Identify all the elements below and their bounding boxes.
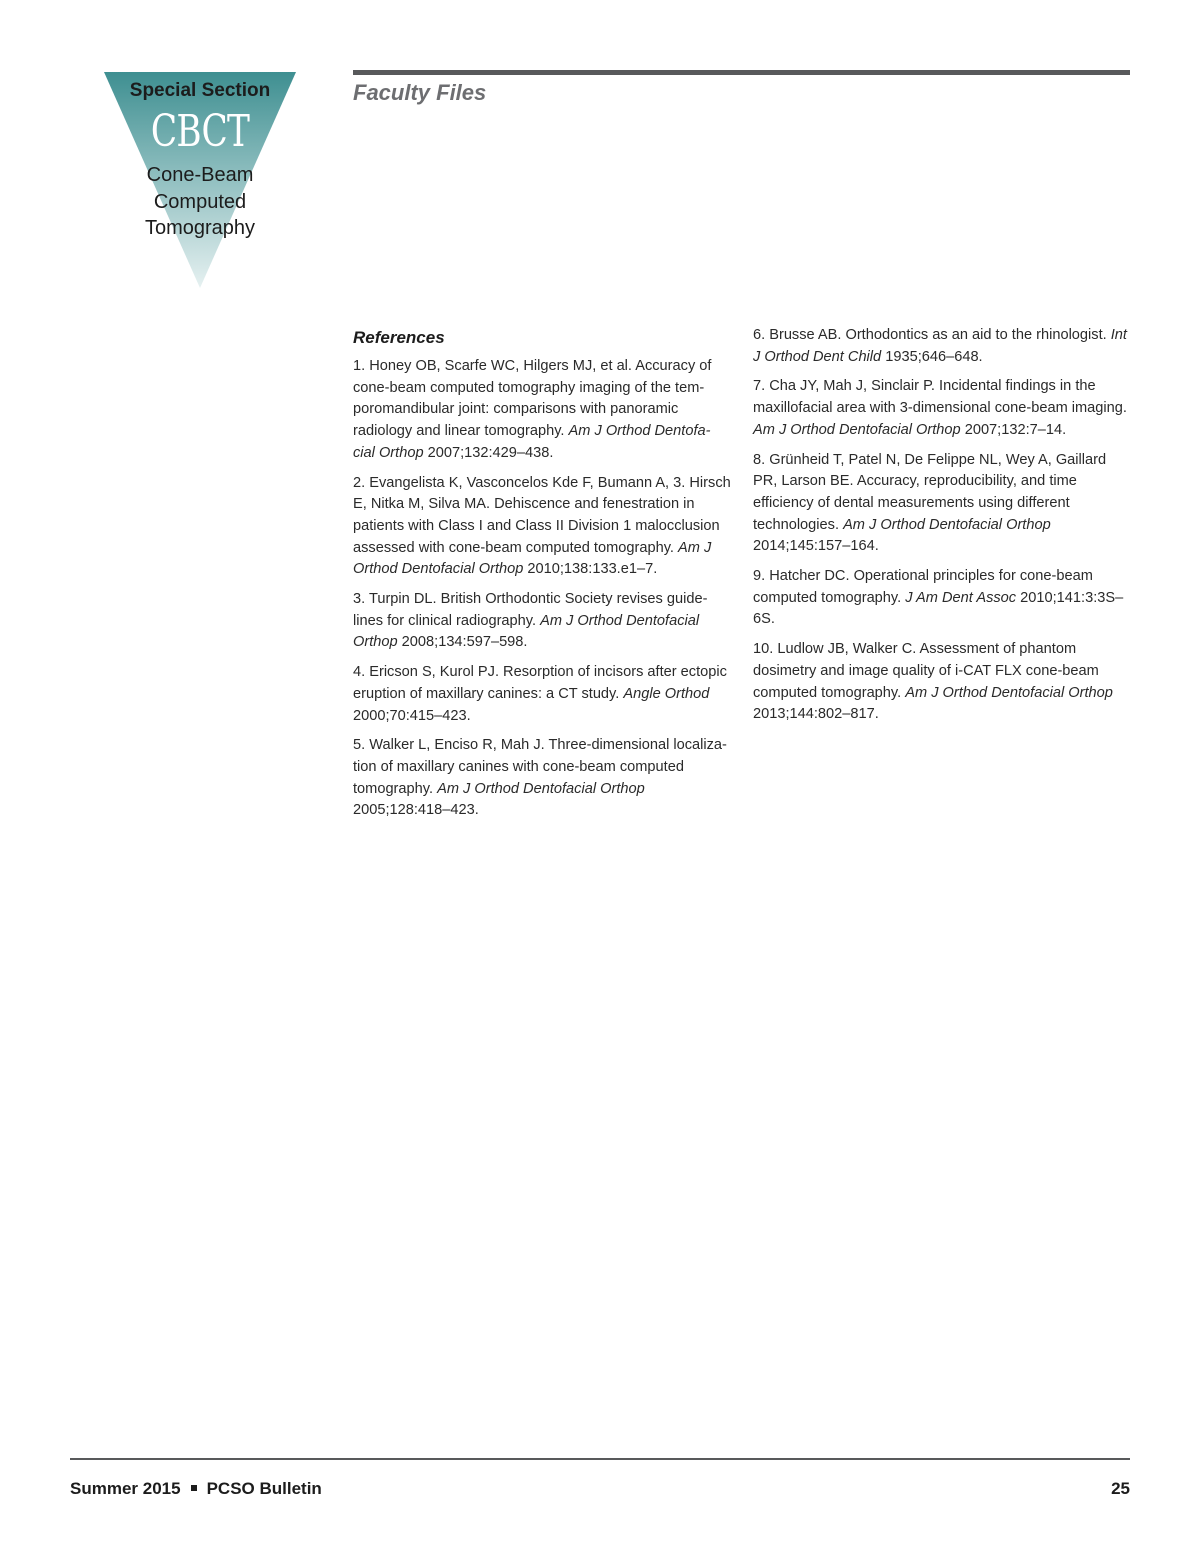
header-rule [353, 70, 1130, 75]
footer-publication-info [70, 1479, 322, 1499]
badge-title: Special Section [129, 80, 271, 101]
reference-item: 10. Ludlow JB, Walker C. Assessment of phantom dosimetry and image quality of i-CAT FLX cone-beam computed tomography. Am J Orthod Dentofacial Orthop 2013;144:802–817. [753, 641, 1113, 723]
journal-name: Am J Orthod Dentofacial Orthop [753, 421, 961, 438]
references-heading: References [353, 328, 445, 347]
special-section-badge [104, 72, 296, 288]
badge-acronym: CBCT [150, 106, 250, 157]
footer-rule [70, 1458, 1130, 1460]
badge-line-3: Tomography [144, 217, 256, 239]
journal-name: Angle Orthod [623, 685, 710, 702]
journal-name: J Am Dent Assoc [905, 589, 1017, 606]
footer-publication: PCSO Bulletin [206, 1479, 322, 1498]
reference-item: 4. Ericson S, Kurol PJ. Resorption of incisors after ectopic eruption of maxillary canines: a CT study. Angle Orthod 2000;70:415–423. [353, 664, 727, 724]
page-title: Faculty Files [353, 80, 487, 105]
footer-issue: Summer 2015 [70, 1479, 181, 1498]
journal-name: Am J Orthod Dentofacial Orthop [905, 684, 1113, 701]
journal-name: Am J Orthod Dentofacial Orthop [437, 780, 645, 797]
journal-name: Am J Orthod Dentofacial Orthop [843, 516, 1051, 533]
reference-item: 1. Honey OB, Scarfe WC, Hilgers MJ, et al. Accuracy of cone-beam computed tomography imaging of the tem-poromandibular joint: comparisons with panoramic radiology and linear tomography. Am J Orthod Dentofa-cial Orthop 2007;132:429–438. [353, 358, 712, 461]
reference-item: 2. Evangelista K, Vasconcelos Kde F, Bumann A, 3. Hirsch E, Nitka M, Silva MA. Dehiscence and fenestration in patients with Class I and Class II Division 1 malocclusion assessed with cone-beam computed tomography. Am J Orthod Dentofacial Orthop 2010;138:133.e1–7. [353, 474, 731, 578]
reference-item: 5. Walker L, Enciso R, Mah J. Three-dimensional localiza-tion of maxillary canines with cone-beam computed tomography. Am J Orthod Dentofacial Orthop 2005;128:418–423. [353, 737, 727, 819]
reference-item: 6. Brusse AB. Orthodontics as an aid to the rhinologist. Int J Orthod Dent Child 1935;646–648. [753, 327, 1127, 365]
references-column-left [353, 326, 731, 830]
reference-item: 9. Hatcher DC. Operational principles for cone-beam computed tomography. J Am Dent Assoc 2010;141:3:3S–6S. [753, 568, 1124, 628]
references-column-right [753, 325, 1131, 734]
reference-item: 3. Turpin DL. British Orthodontic Society revises guide-lines for clinical radiography. Am J Orthod Dentofacial Orthop 2008;134:597–598. [353, 591, 708, 651]
journal-name: Am J Orthod Dentofa-cial Orthop [353, 423, 711, 461]
reference-item: 7. Cha JY, Mah J, Sinclair P. Incidental findings in the maxillofacial area with 3-dimensional cone-beam imaging. Am J Orthod Dentofacial Orthop 2007;132:7–14. [753, 378, 1127, 438]
badge-line-1: Cone-Beam [146, 164, 254, 186]
journal-name: Am J Orthod Dentofacial Orthop [353, 612, 700, 651]
page-number: 25 [1111, 1479, 1130, 1498]
journal-name: Int J Orthod Dent Child [753, 327, 1127, 365]
reference-item: 8. Grünheid T, Patel N, De Felippe NL, Wey A, Gaillard PR, Larson BE. Accuracy, reproducibility, and time efficiency of dental measurements using different technologies. Am J Orthod Dentofacial Orthop 2014;145:157–164. [753, 451, 1107, 555]
badge-line-2: Computed [153, 191, 247, 213]
square-bullet-icon [191, 1485, 197, 1491]
journal-name: Am J Orthod Dentofacial Orthop [353, 539, 712, 578]
